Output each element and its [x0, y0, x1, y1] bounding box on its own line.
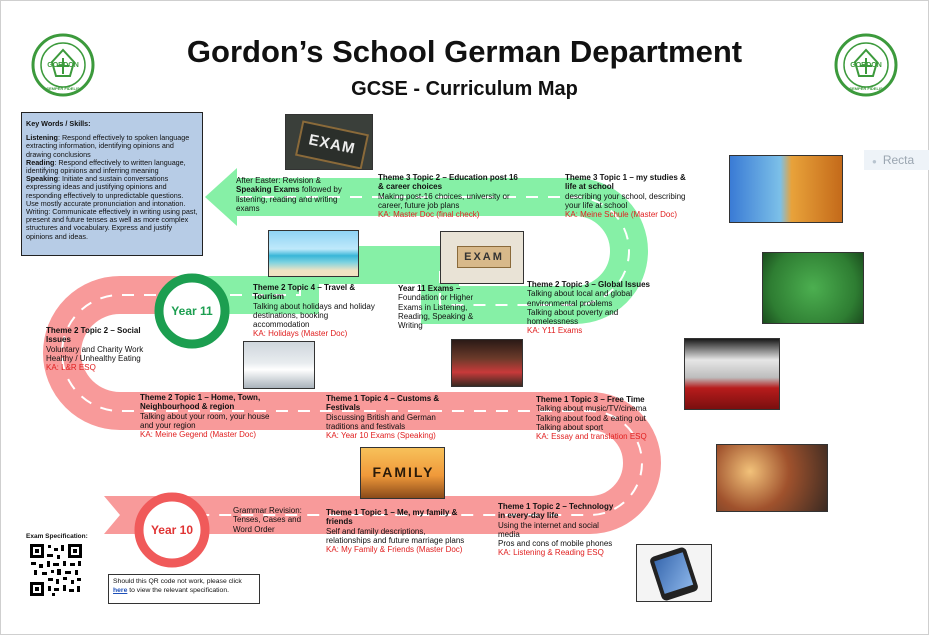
- dot-icon: ●: [872, 157, 877, 166]
- key-skills-writing: Writing: Communicate effectively in writing using past, present and future tenses as well as more complex structures and vocabulary. Express and justify opinions and ideas.: [26, 207, 198, 241]
- page-subtitle: GCSE - Curriculum Map: [351, 78, 578, 100]
- theme3-topic2: Theme 3 Topic 2 – Education post 16 & career choices Making post-16 choices, university or career, future job plans KA: Master Doc (final check): [378, 173, 518, 220]
- sports-balls-picture: [762, 252, 864, 324]
- theme2-topic4: Theme 2 Topic 4 – Travel & Tourism Talking about holidays and holiday destinations, booking accommodation KA: Holidays (Master Doc): [253, 283, 375, 339]
- page-title: Gordon’s School German Department: [186, 34, 743, 69]
- qr-code[interactable]: [28, 542, 84, 598]
- exam-tile-picture: EXAM: [440, 231, 524, 284]
- food-picture: [716, 444, 828, 512]
- exam-spec-label: Exam Specification:: [26, 533, 88, 540]
- theme1-topic1: Theme 1 Topic 1 – Me, my family & friends Self and family descriptions, relationships and future marriage plans KA: My Family & Friends (Master Doc): [326, 508, 465, 555]
- shape-label-tag: ● Recta: [864, 150, 929, 170]
- cinema-picture: [684, 338, 780, 410]
- qr-fallback-note: Should this QR code not work, please click here to view the relevant specification.: [108, 574, 260, 604]
- theme2-topic1: Theme 2 Topic 1 – Home, Town, Neighbourhood & region Talking about your room, your house and your region KA: Meine Gegend (Master Doc): [140, 393, 270, 440]
- theme1-topic4: Theme 1 Topic 4 – Customs & Festivals Discussing British and German traditions and festivals KA: Year 10 Exams (Speaking): [326, 394, 440, 441]
- family-picture: FAMILY: [360, 447, 445, 499]
- theme1-topic3: Theme 1 Topic 3 – Free Time Talking about music/TV/cinema Talking about food & eating out Talking about sport KA: Essay and translation ESQ: [536, 395, 647, 442]
- specification-link[interactable]: here: [113, 586, 128, 594]
- theme3-topic1: Theme 3 Topic 1 – my studies & life at school describing your school, describing your life at school KA: Meine Schule (Master Doc): [565, 173, 686, 220]
- grammar-revision: Grammar Revision: Tenses, Cases and Word Order: [233, 506, 302, 534]
- key-skills-box: [21, 112, 203, 256]
- theme2-topic3: Theme 2 Topic 3 – Global Issues Talking about local and global environmental problems Talking about poverty and homelessness KA: Y11 Exams: [527, 280, 651, 336]
- year10-label: Year 10: [150, 523, 194, 537]
- year11-label: Year 11: [171, 304, 213, 318]
- festival-picture: [451, 339, 523, 387]
- mobile-phone-picture: [636, 544, 712, 602]
- logo-right-motto: SEMPER FIDELIS: [849, 86, 883, 91]
- logo-right-text: GORDON: [850, 62, 882, 69]
- theme1-topic2: Theme 1 Topic 2 – Technology in every-day life Using the internet and social media Pros and cons of mobile phones KA: Listening & Reading ESQ: [498, 502, 614, 558]
- bedroom-picture: [243, 341, 315, 389]
- environment-picture: [729, 155, 843, 223]
- logo-left-motto: SEMPER FIDELIS: [46, 86, 80, 91]
- year11-exams: Year 11 Exams – Foundation or Higher Exams in Listening, Reading, Speaking & Writing: [398, 284, 474, 331]
- key-skills-heading: Key Words / Skills:: [26, 119, 91, 128]
- after-easter-text: After Easter: Revision & Speaking Exams followed by listening, reading and writing exams: [236, 176, 342, 213]
- exam-chalkboard-picture: EXAM: [285, 114, 373, 170]
- theme2-topic2: Theme 2 Topic 2 – Social Issues Voluntary and Charity Work Healthy / Unhealthy Eating KA: L&R ESQ: [46, 326, 144, 373]
- green-arrow-head: [205, 168, 237, 226]
- key-skills-listening: Listening: Respond effectively to spoken language extracting information, identifying opinions and drawing conclusions: [26, 133, 190, 159]
- key-skills-speaking: Speaking: Initiate and sustain conversations expressing ideas and justifying opinions and responding effectively to unpredictable questions. Use mostly accurate pronunciation and intonation.: [26, 174, 186, 208]
- key-skills-reading: Reading: Respond effectively to written language, identifying opinions and inferring meaning: [26, 157, 186, 176]
- beach-picture: [268, 230, 359, 277]
- logo-left-text: GORDON: [47, 62, 79, 69]
